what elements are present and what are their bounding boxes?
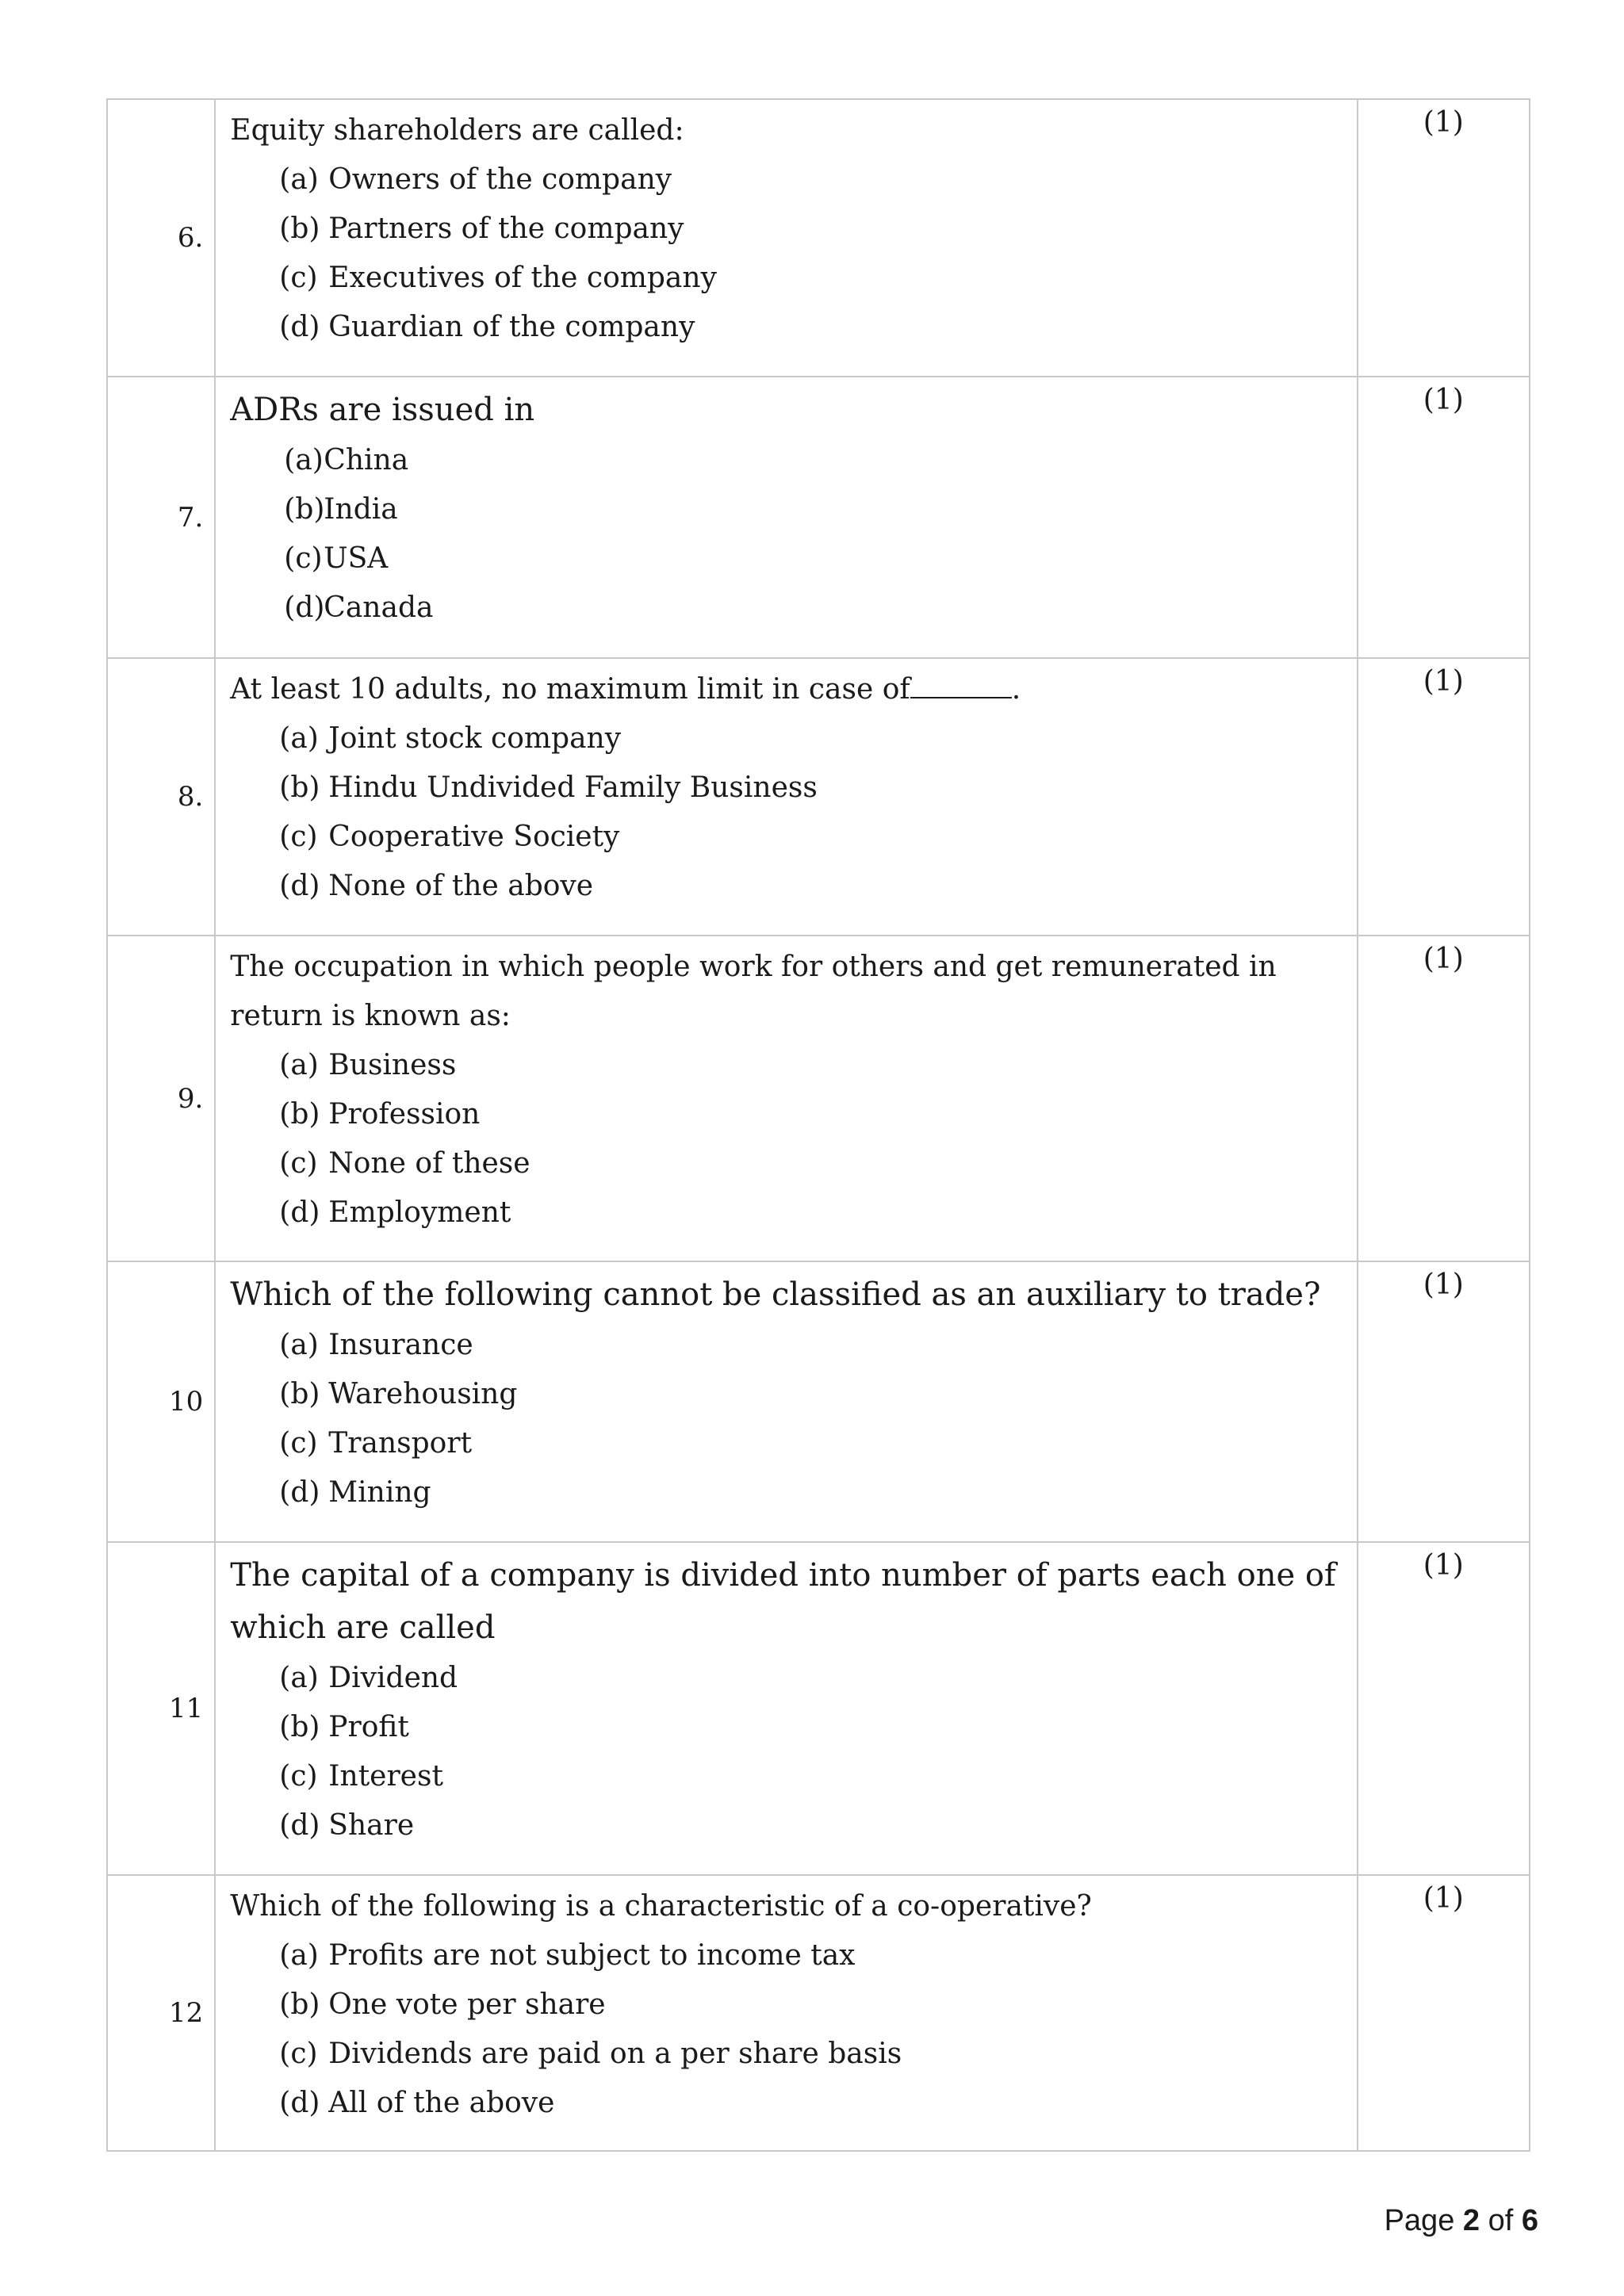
question-number: 9.	[107, 936, 215, 1261]
page-total: 6	[1521, 2204, 1538, 2237]
option-text: Cooperative Society	[328, 821, 620, 853]
question-text	[230, 665, 1337, 714]
question-row	[107, 1542, 1530, 1875]
question-marks: (1)	[1358, 99, 1530, 377]
question-text: Which of the following cannot be classified as an auxiliary to trade?	[230, 1276, 1321, 1313]
question-marks: (1)	[1358, 377, 1530, 658]
options-list	[230, 1654, 1337, 1850]
question-row	[107, 658, 1530, 936]
option-text: All of the above	[328, 2087, 555, 2119]
option-text: Profit	[328, 1711, 409, 1743]
option-label: (c)	[279, 821, 318, 853]
option-text: Partners of the company	[328, 212, 684, 245]
page-current: 2	[1462, 2204, 1480, 2237]
question-number: 7.	[107, 377, 215, 658]
option-label: (b)	[279, 212, 320, 245]
option-text: Guardian of the company	[328, 311, 695, 343]
option-label: (d)	[279, 1809, 320, 1842]
option-d	[279, 303, 1337, 352]
option-label: (d)	[279, 1476, 320, 1509]
question-cell	[215, 1875, 1357, 2151]
option-c	[279, 813, 1337, 862]
page-separator: of	[1488, 2204, 1514, 2237]
option-label: (a)	[279, 1939, 319, 1972]
question-marks: (1)	[1358, 658, 1530, 936]
options-list	[230, 714, 1337, 911]
option-label: (b)	[279, 1988, 320, 2021]
option-label: (a)	[279, 1662, 319, 1694]
option-text: Owners of the company	[328, 163, 672, 196]
option-c	[279, 1752, 1337, 1801]
option-label: (c)	[279, 1147, 318, 1180]
questions-table	[106, 98, 1530, 2152]
option-label: (c)	[279, 1427, 318, 1460]
option-a	[279, 714, 1337, 763]
option-label: (b)	[279, 1378, 320, 1410]
question-number: 6.	[107, 99, 215, 377]
option-label: (d)	[284, 591, 325, 624]
option-text: Dividend	[328, 1662, 458, 1694]
option-d	[279, 862, 1337, 911]
option-c	[279, 2030, 1337, 2079]
option-a	[279, 1931, 1337, 1980]
option-b	[279, 1980, 1337, 2030]
option-label: (a)	[284, 444, 324, 476]
option-d	[279, 1801, 1337, 1850]
option-d	[284, 584, 1337, 633]
question-marks: (1)	[1358, 1261, 1530, 1542]
page-footer	[1385, 2204, 1538, 2238]
option-text: Canada	[324, 591, 434, 624]
option-text: Joint stock company	[328, 722, 622, 755]
option-text: Insurance	[328, 1329, 473, 1361]
option-text: Mining	[328, 1476, 431, 1509]
option-b	[284, 485, 1337, 534]
option-text: Profits are not subject to income tax	[328, 1939, 856, 1972]
option-a	[279, 1041, 1337, 1090]
option-text: Profession	[328, 1098, 481, 1131]
question-row	[107, 1875, 1530, 2151]
page-prefix: Page	[1384, 2204, 1455, 2237]
option-text: Dividends are paid on a per share basis	[328, 2038, 902, 2070]
option-c	[284, 534, 1337, 584]
option-a	[279, 1321, 1337, 1370]
question-number: 8.	[107, 658, 215, 936]
option-text: USA	[324, 542, 389, 575]
option-text: None of these	[328, 1147, 530, 1180]
option-text: Transport	[328, 1427, 473, 1460]
options-list	[230, 155, 1337, 352]
option-b	[279, 1703, 1337, 1752]
option-c	[279, 254, 1337, 303]
option-text: Business	[328, 1049, 457, 1081]
question-text: ADRs are issued in	[230, 392, 535, 428]
question-number: 11	[107, 1542, 215, 1875]
option-label: (a)	[279, 163, 319, 196]
options-list	[230, 1321, 1337, 1517]
question-cell	[215, 936, 1357, 1261]
option-a	[284, 436, 1337, 485]
option-label: (a)	[279, 1049, 319, 1081]
question-text: Which of the following is a characteristic of a co-operative?	[230, 1890, 1092, 1923]
option-label: (d)	[279, 2087, 320, 2119]
option-c	[279, 1419, 1337, 1468]
question-row	[107, 99, 1530, 377]
option-d	[279, 1468, 1337, 1517]
option-text: India	[324, 493, 398, 526]
question-marks: (1)	[1358, 1875, 1530, 2151]
option-label: (d)	[279, 1196, 320, 1229]
option-label: (c)	[279, 1760, 318, 1793]
question-row	[107, 1261, 1530, 1542]
question-marks: (1)	[1358, 936, 1530, 1261]
question-text: The occupation in which people work for others and get remunerated in return is known as:	[230, 951, 1277, 1032]
question-marks: (1)	[1358, 1542, 1530, 1875]
option-text: Share	[328, 1809, 415, 1842]
option-a	[279, 1654, 1337, 1703]
option-text: Executives of the company	[328, 262, 717, 294]
option-b	[279, 1370, 1337, 1419]
option-label: (d)	[279, 870, 320, 902]
options-list	[230, 436, 1337, 633]
option-a	[279, 155, 1337, 205]
option-label: (a)	[279, 722, 319, 755]
option-text: None of the above	[328, 870, 594, 902]
question-text: The capital of a company is divided into number of parts each one of which are called	[230, 1557, 1336, 1646]
option-label: (b)	[284, 493, 325, 526]
fill-in-blank	[910, 673, 1012, 698]
option-text: Hindu Undivided Family Business	[328, 771, 818, 804]
question-text-main: At least 10 adults, no maximum limit in case of	[230, 673, 910, 706]
option-text: Warehousing	[328, 1378, 518, 1410]
question-cell	[215, 1542, 1357, 1875]
option-label: (c)	[279, 262, 318, 294]
question-cell	[215, 658, 1357, 936]
option-label: (c)	[284, 542, 323, 575]
question-cell	[215, 1261, 1357, 1542]
option-label: (d)	[279, 311, 320, 343]
option-label: (b)	[279, 1711, 320, 1743]
question-number: 10	[107, 1261, 215, 1542]
option-label: (b)	[279, 1098, 320, 1131]
option-text: Employment	[328, 1196, 511, 1229]
question-text: Equity shareholders are called:	[230, 114, 684, 147]
question-cell	[215, 377, 1357, 658]
options-list	[230, 1041, 1337, 1238]
option-text: One vote per share	[328, 1988, 606, 2021]
option-d	[279, 1188, 1337, 1238]
option-b	[279, 205, 1337, 254]
question-number: 12	[107, 1875, 215, 2151]
options-list	[230, 1931, 1337, 2128]
option-b	[279, 763, 1337, 813]
option-c	[279, 1139, 1337, 1188]
option-text: Interest	[328, 1760, 443, 1793]
option-b	[279, 1090, 1337, 1139]
option-d	[279, 2079, 1337, 2128]
option-label: (b)	[279, 771, 320, 804]
option-label: (c)	[279, 2038, 318, 2070]
option-text: China	[324, 444, 409, 476]
option-label: (a)	[279, 1329, 319, 1361]
question-row	[107, 377, 1530, 658]
question-text-end: .	[1011, 673, 1021, 706]
question-row	[107, 936, 1530, 1261]
question-cell	[215, 99, 1357, 377]
